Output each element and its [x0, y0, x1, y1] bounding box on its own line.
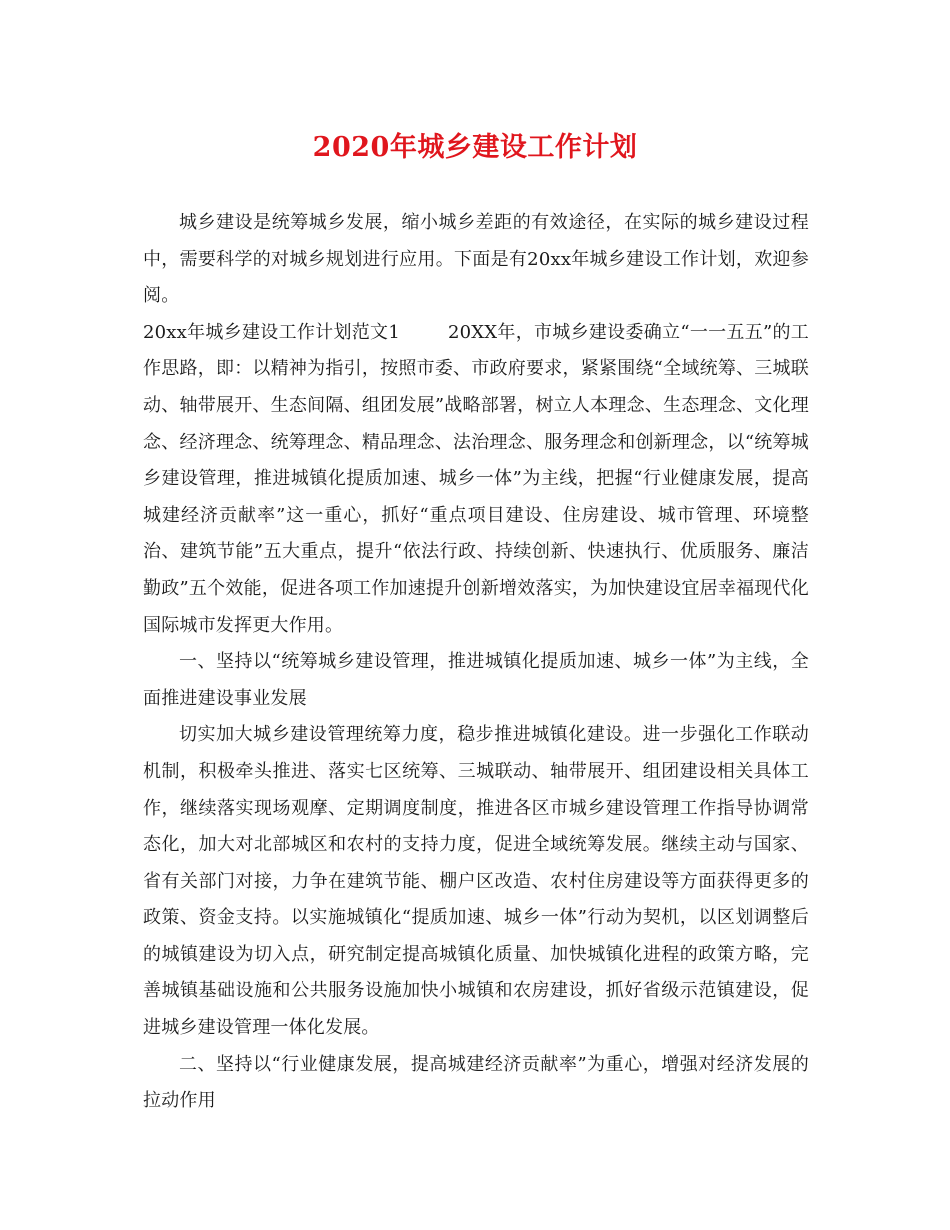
document-body	[143, 205, 809, 1120]
sample-body: 20XX年，市城乡建设委确立“一一五五”的工作思路，即：以精神为指引，按照市委、市政府要求，紧紧围绕“全域统筹、三城联动、轴带展开、生态间隔、组团发展”战略部署，树立人本理念、生态理念、文化理念、经济理念、统筹理念、精品理念、法治理念、服务理念和创新理念，以“统筹城乡建设管理，推进城镇化提质加速、城乡一体”为主线，把握“行业健康发展，提高城建经济贡献率”这一重心，抓好“重点项目建设、住房建设、城市管理、环境整治、建筑节能”五大重点，提升“依法行政、持续创新、快速执行、优质服务、廉洁勤政”五个效能，促进各项工作加速提升创新增效落实，为加快建设宜居幸福现代化国际城市发挥更大作用。	[143, 321, 809, 636]
intro-paragraph: 城乡建设是统筹城乡发展，缩小城乡差距的有效途径，在实际的城乡建设过程中，需要科学的对城乡规划进行应用。下面是有20xx年城乡建设工作计划，欢迎参阅。	[143, 212, 809, 307]
sample-label: 20xx年城乡建设工作计划范文1	[143, 321, 400, 343]
section-heading-1: 一、坚持以“统筹城乡建设管理，推进城镇化提质加速、城乡一体”为主线，全面推进建设事业发展	[143, 651, 809, 709]
section-paragraph-1: 切实加大城乡建设管理统筹力度，稳步推进城镇化建设。进一步强化工作联动机制，积极牵头推进、落实七区统筹、三城联动、轴带展开、组团建设相关具体工作，继续落实现场观摩、定期调度制度，推进各区市城乡建设管理工作指导协调常态化，加大对北部城区和农村的支持力度，促进全域统筹发展。继续主动与国家、省有关部门对接，力争在建筑节能、棚户区改造、农村住房建设等方面获得更多的政策、资金支持。以实施城镇化“提质加速、城乡一体”行动为契机，以区划调整后的城镇建设为切入点，研究制定提高城镇化质量、加快城镇化进程的政策方略，完善城镇基础设施和公共服务设施加快小城镇和农房建设，抓好省级示范镇建设，促进城乡建设管理一体化发展。	[143, 724, 809, 1039]
document-title: 2020年城乡建设工作计划	[312, 132, 638, 163]
sample-paragraph	[143, 315, 809, 644]
section-heading-2: 二、坚持以“行业健康发展，提高城建经济贡献率”为重心，增强对经济发展的拉动作用	[143, 1053, 809, 1112]
